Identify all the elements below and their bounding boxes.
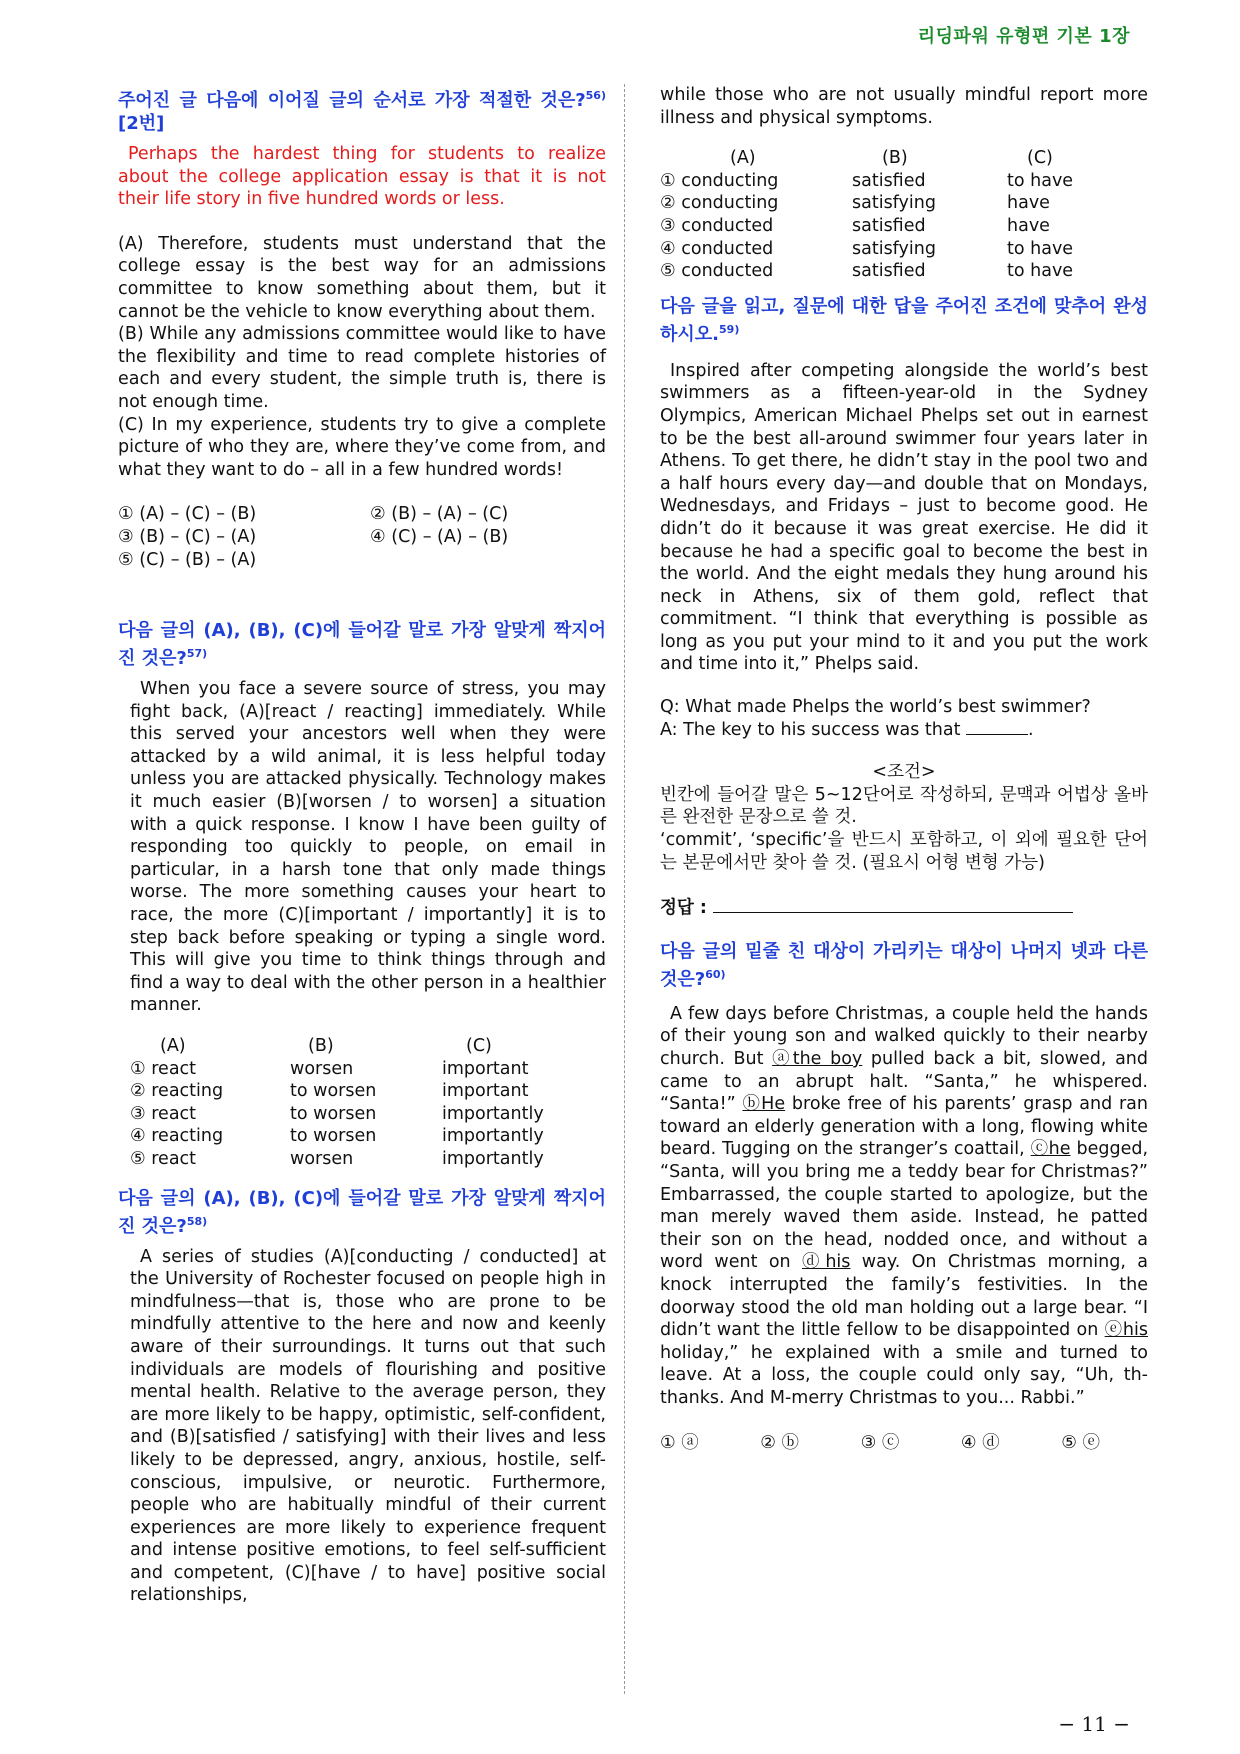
choice-3[interactable]: ③ (B) – (C) – (A) [118, 526, 257, 547]
option-cell: ③ conducted [660, 215, 774, 236]
question-57-options [130, 1035, 606, 1171]
choice-4[interactable]: ④ ⓓ [960, 1432, 1000, 1453]
option-cell: worsen [290, 1058, 354, 1079]
header-a: (A) [160, 1036, 186, 1056]
question-58-passage-wrap [118, 1246, 606, 1608]
option-row[interactable] [130, 1148, 606, 1171]
question-59-q: Q: What made Phelps the world’s best swimmer? [660, 697, 1091, 718]
left-column [118, 84, 606, 1607]
question-57 [118, 619, 606, 1170]
question-60-title-text: 다음 글의 밑줄 친 대상이 가리키는 대상이 나머지 넷과 다른 것은? [660, 940, 1148, 990]
choice-5[interactable]: ⑤ (C) – (B) – (A) [118, 549, 257, 570]
passage-c: (C) In my experience, students try to give a complete picture of who they are, where they’ve come from, and what they want to do – all in a few hundred words! [118, 414, 606, 480]
choice-1[interactable]: ① ⓐ [660, 1432, 699, 1453]
option-row[interactable] [130, 1103, 606, 1126]
option-row[interactable] [660, 238, 1148, 261]
question-58-passage: A series of studies (A)[conducting / conducted] at the University of Rochester focused on people high in mindfulness—that is, those who are prone to be mindfully attentive to the here and now and keenly aware of their surroundings. It turns out that such individuals are models of flourishing and positive mental health. Relative to the average person, they are more likely to be happy, optimistic, self-confident, and (B)[satisfied / satisfying] with their lives and less likely to be depressed, angry, anxious, hostile, self-conscious, impulsive, or neurotic. Furthermore, people who are habitually mindful of their current experiences are more likely to experience frequent and intense positive emotions, to feel self-sufficient and competent, (C)[have / to have] positive social relationships, [130, 1246, 606, 1606]
option-row[interactable] [660, 260, 1148, 283]
option-cell: satisfying [852, 238, 936, 259]
question-58 [118, 1187, 606, 1608]
option-cell: ② conducting [660, 193, 779, 214]
condition-title: <조건> [872, 762, 936, 783]
option-cell: ④ reacting [130, 1126, 224, 1147]
option-row[interactable] [660, 215, 1148, 238]
answer-prefix: A: The key to his success was that [660, 719, 961, 740]
footnote-60: 60) [705, 967, 726, 981]
option-cell: worsen [290, 1148, 354, 1169]
option-cell: satisfied [852, 170, 926, 191]
question-60 [660, 940, 1148, 1454]
passage-b: (B) While any admissions committee would like to have the flexibility and time to read complete histories of each and every student, the simple truth is, there is not enough time. [118, 324, 606, 412]
option-cell: satisfying [852, 193, 936, 214]
option-cell: have [1007, 215, 1050, 236]
option-cell: importantly [442, 1126, 544, 1147]
option-cell: ① conducting [660, 170, 779, 191]
choice-3[interactable]: ③ ⓒ [860, 1432, 900, 1453]
option-row[interactable] [660, 170, 1148, 193]
answer-suffix: . [1028, 719, 1034, 740]
passage-text: holiday,” he explained with a smile and turned to leave. At a loss, the couple could only say, “Uh, th-thanks. And M-merry Christmas to you... Rabbi.” [660, 1342, 1148, 1408]
option-cell: have [1007, 193, 1050, 214]
question-58-continued [660, 84, 1148, 283]
question-59-passage: Inspired after competing alongside the world’s best swimmers as a fifteen-year-old in the Sydney Olympics, American Michael Phelps set out in earnest to be the best all-around swimmer four years later in Athens. To get there, he didn’t stay in the pool two and a half hours every day—and double that on Mondays, Wednesdays, and Fridays – just to become good. He didn’t do it because it was great exercise. He did it because he had a specific goal to become the best in the world. And the eight medals they hung around his neck in Athens, six of them gold, reflect that commitment. “I think that everything is possible as long as you put your mind to it and you put the work and time into it,” Phelps said. [660, 360, 1148, 675]
question-56-choices [118, 503, 606, 571]
option-cell: to have [1007, 170, 1074, 191]
reference-b: ⓑHe [742, 1094, 786, 1115]
reference-d: ⓓhis [802, 1252, 851, 1273]
option-cell: to worsen [290, 1081, 377, 1102]
answer-field[interactable] [660, 896, 1148, 920]
answer-blank[interactable] [966, 720, 1028, 735]
option-cell: importantly [442, 1103, 544, 1124]
question-58-title [118, 1187, 606, 1238]
question-57-title [118, 619, 606, 670]
question-56-title [118, 84, 606, 135]
answer-line[interactable] [713, 896, 1073, 913]
passage-text: broke free of his parents’ grasp and ran toward an elderly generation with a long, flowing white beard. Tugging on the stranger’s coattail, [660, 1094, 1148, 1160]
option-cell: important [442, 1058, 529, 1079]
condition-1: 빈칸에 들어갈 말은 5~12단어로 작성하되, 문맥과 어법상 올바른 완전한 문장으로 쓸 것. [660, 784, 1148, 828]
header-c: (C) [466, 1036, 492, 1056]
passage-a: (A) Therefore, students must understand that the college essay is the best way for an admissions committee to know something about them, but it cannot be the vehicle to know everything about them. [118, 233, 606, 322]
footnote-59: 59) [719, 322, 740, 336]
options-header [660, 147, 1148, 170]
option-cell: ① react [130, 1058, 197, 1079]
question-56 [118, 84, 606, 571]
passage-text: begged, “Santa, will you bring me a teddy bear for Christmas?” Embarrassed, the couple started to apologize, but the man merely waved them aside. Instead, he patted their son on the head, nodded once, and without a word went on [660, 1139, 1149, 1273]
option-row[interactable] [130, 1058, 606, 1081]
option-row[interactable] [130, 1080, 606, 1103]
condition-2: ‘commit’, ‘specific’을 반드시 포함하고, 이 외에 필요한 단어는 본문에서만 찾아 쓸 것. (필요시 어형 변형 가능) [660, 830, 1148, 873]
option-cell: ③ react [130, 1103, 197, 1124]
options-header [130, 1035, 606, 1058]
question-60-passage [660, 1003, 1148, 1410]
page-number: − 11 − [1058, 1712, 1130, 1737]
question-59 [660, 295, 1148, 920]
header-c: (C) [1027, 148, 1053, 169]
page-header: 리딩파워 유형편 기본 1장 [917, 26, 1130, 47]
choice-4[interactable]: ④ (C) – (A) – (B) [370, 526, 509, 547]
question-56-intro: Perhaps the hardest thing for students to realize about the college application essay is that it is not their life story in five hundred words or less. [118, 144, 606, 210]
option-row[interactable] [130, 1125, 606, 1148]
question-58-options [660, 147, 1148, 283]
option-cell: to have [1007, 238, 1074, 259]
reference-a: ⓐthe boy [772, 1049, 863, 1069]
option-cell: satisfied [852, 261, 926, 282]
question-58-passage-continued: while those who are not usually mindful report more illness and physical symptoms. [660, 85, 1148, 128]
option-cell: ② reacting [130, 1081, 224, 1102]
question-57-title-text: 다음 글의 (A), (B), (C)에 들어갈 말로 가장 알맞게 짝지어진 것은? [118, 620, 606, 670]
passage-text: pulled back a bit, slowed, and came to an abrupt halt. “Santa,” he whispered. “Santa!” [660, 1049, 1148, 1115]
footnote-57: 57) [186, 647, 208, 661]
option-cell: ⑤ conducted [660, 261, 774, 282]
column-divider [624, 84, 625, 1694]
answer-label: 정답 : [660, 898, 707, 919]
option-cell: satisfied [852, 215, 926, 236]
question-57-passage: When you face a severe source of stress, you may fight back, (A)[react / reacting] immediately. While this served your ancestors well when they were attacked by a wild animal, it is less helpful today unless you are attacked physically. Technology makes it much easier (B)[worsen / to worsen] a situation with a quick response. I know I have been guilty of responding too quickly to people, on email in particular, in a harsh tone that only made things worse. The more something causes your heart to race, the more (C)[important / importantly] it is to step back before speaking or typing a single word. This will give you time to think things through and find a way to deal with the other person in a healthier manner. [130, 679, 606, 1016]
choice-2[interactable]: ② ⓑ [760, 1432, 800, 1453]
question-56-title-text: 주어진 글 다음에 이어질 글의 순서로 가장 적절한 것은? [118, 90, 586, 111]
passage-text: way. On Christmas morning, a knock interrupted the family’s festivities. In the doorway stood the old man holding out a large bear. “I didn’t want the little fellow to be disappointed on [660, 1252, 1148, 1341]
option-cell: ④ conducted [660, 238, 774, 259]
header-a: (A) [730, 148, 756, 169]
reference-c: ⓒhe [1030, 1139, 1071, 1160]
option-cell: important [442, 1081, 529, 1102]
option-cell: to worsen [290, 1126, 377, 1147]
question-60-title [660, 940, 1148, 991]
question-59-title-text: 다음 글을 읽고, 질문에 대한 답을 주어진 조건에 맞추어 완성하시오. [660, 295, 1148, 345]
question-58-title-text: 다음 글의 (A), (B), (C)에 들어갈 말로 가장 알맞게 짝지어진 것은? [118, 1187, 606, 1237]
question-59-title [660, 295, 1148, 346]
footnote-58: 58) [186, 1214, 208, 1228]
question-59-a [660, 719, 1148, 742]
question-56-title-suffix: [2번] [118, 113, 165, 134]
footnote-56: 56) [585, 89, 606, 102]
option-cell: to worsen [290, 1103, 377, 1124]
question-60-choices [660, 1432, 1100, 1455]
option-row[interactable] [660, 192, 1148, 215]
header-b: (B) [308, 1036, 334, 1056]
right-column [660, 84, 1148, 1454]
question-57-passage-wrap [118, 678, 606, 1170]
reference-e: ⓔhis [1104, 1320, 1148, 1341]
choice-5[interactable]: ⑤ ⓔ [1061, 1432, 1100, 1453]
option-cell: importantly [442, 1148, 544, 1169]
choice-1[interactable]: ① (A) – (C) – (B) [118, 504, 257, 525]
passage-text: A few days before Christmas, a couple held the hands of their young son and walked quickly to their nearby church. But [660, 1003, 1148, 1069]
option-cell: to have [1007, 261, 1074, 282]
header-b: (B) [882, 148, 908, 169]
option-cell: ⑤ react [130, 1148, 197, 1169]
choice-2[interactable]: ② (B) – (A) – (C) [370, 504, 509, 525]
